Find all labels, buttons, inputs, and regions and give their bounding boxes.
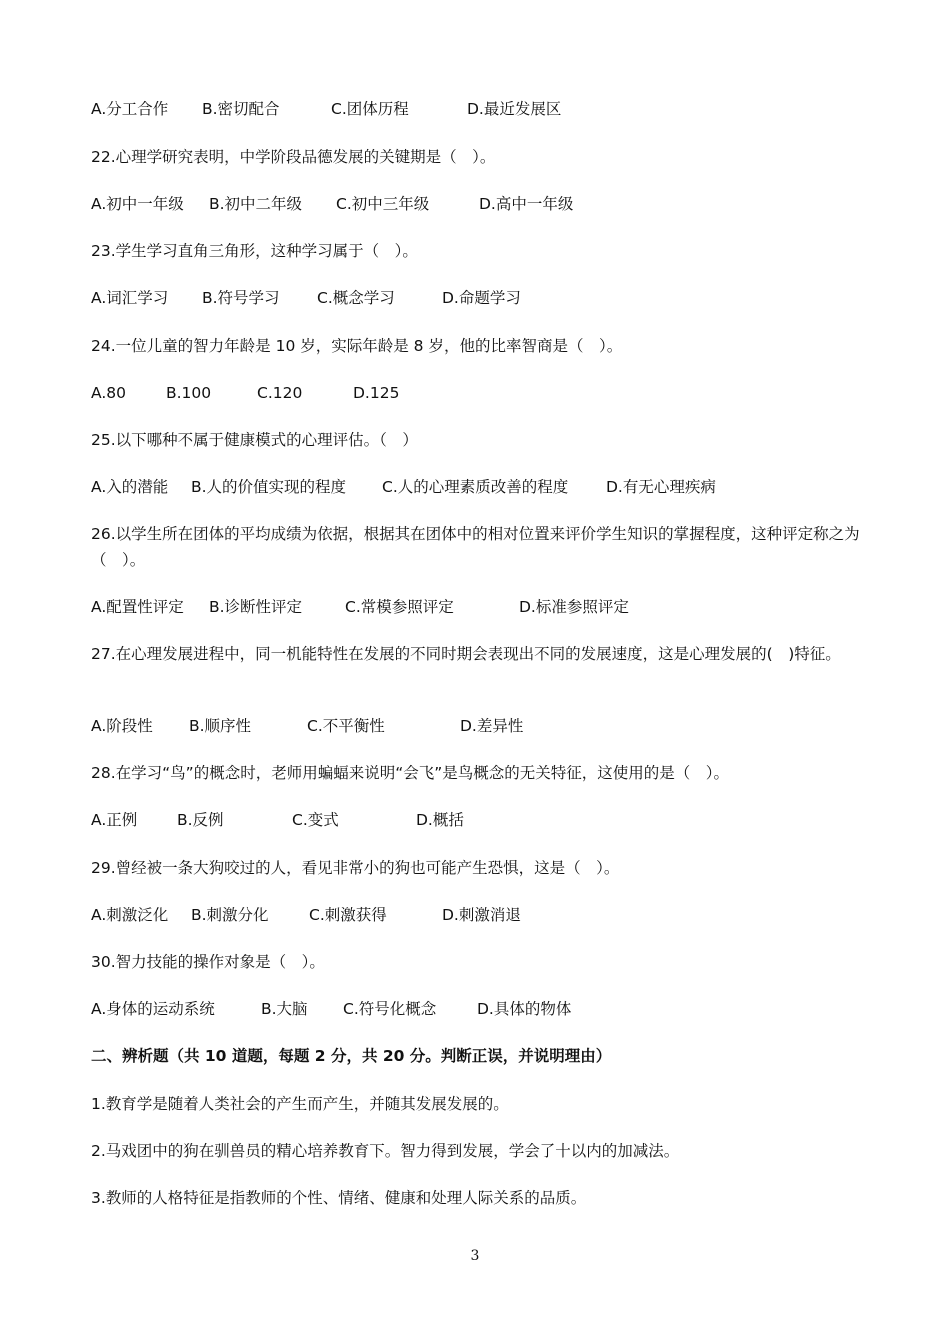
q29-option-d: D.刺激消退: [442, 906, 521, 924]
section2-item-3: 3.教师的人格特征是指教师的个性、情绪、健康和处理人际关系的品质。: [91, 1189, 587, 1207]
q22-option-b: B.初中二年级: [209, 195, 303, 213]
q21-option-d: D.最近发展区: [467, 100, 562, 118]
q23-option-c: C.概念学习: [317, 289, 395, 307]
q25-option-b: B.人的价值实现的程度: [191, 478, 347, 496]
q21-option-c: C.团体历程: [331, 100, 409, 118]
q28-option-a: A.正例: [91, 811, 138, 829]
q22-option-a: A.初中一年级: [91, 195, 184, 213]
q29-option-b: B.刺激分化: [191, 906, 269, 924]
q27-option-b: B.顺序性: [189, 717, 252, 735]
q30-option-b: B.大脑: [261, 1000, 308, 1018]
q25-stem: 25.以下哪种不属于健康模式的心理评估。（ ）: [91, 431, 418, 449]
q24-option-a: A.80: [91, 384, 126, 402]
q26-option-b: B.诊断性评定: [209, 598, 303, 616]
q28-option-d: D.概括: [416, 811, 464, 829]
section2-heading: 二、辨析题（共 10 道题，每题 2 分，共 20 分。判断正误，并说明理由）: [91, 1047, 612, 1065]
q27-option-d: D.差异性: [460, 717, 524, 735]
q28-option-c: C.变式: [292, 811, 339, 829]
q23-option-a: A.词汇学习: [91, 289, 169, 307]
q28-option-b: B.反例: [177, 811, 224, 829]
q26-option-a: A.配置性评定: [91, 598, 184, 616]
q24-option-d: D.125: [353, 384, 400, 402]
q26-stem: 26.以学生所在团体的平均成绩为依据，根据其在团体中的相对位置来评价学生知识的掌握程度，这种评定称之为（ ）。: [91, 525, 860, 569]
q30-option-a: A.身体的运动系统: [91, 1000, 215, 1018]
q27-option-a: A.阶段性: [91, 717, 153, 735]
section2-item-1: 1.教育学是随着人类社会的产生而产生，并随其发展发展的。: [91, 1095, 509, 1113]
q29-stem: 29.曾经被一条大狗咬过的人，看见非常小的狗也可能产生恐惧，这是（ ）。: [91, 859, 620, 877]
q24-option-b: B.100: [166, 384, 212, 402]
q29-option-a: A.刺激泛化: [91, 906, 169, 924]
q24-stem: 24.一位儿童的智力年龄是 10 岁，实际年龄是 8 岁，他的比率智商是（ ）。: [91, 337, 623, 355]
q30-option-c: C.符号化概念: [343, 1000, 437, 1018]
q27-option-c: C.不平衡性: [307, 717, 385, 735]
page-number: 3: [470, 1248, 480, 1264]
q28-stem: 28.在学习“鸟”的概念时，老师用蝙蝠来说明“会飞”是鸟概念的无关特征，这使用的是（ ）。: [91, 764, 730, 782]
q22-option-d: D.高中一年级: [479, 195, 574, 213]
q30-stem: 30.智力技能的操作对象是（ ）。: [91, 953, 325, 971]
q26-option-d: D.标准参照评定: [519, 598, 629, 616]
q23-option-b: B.符号学习: [202, 289, 280, 307]
q26-option-c: C.常模参照评定: [345, 598, 454, 616]
q23-option-d: D.命题学习: [442, 289, 521, 307]
q25-option-a: A.入的潜能: [91, 478, 169, 496]
q25-option-c: C.人的心理素质改善的程度: [382, 478, 569, 496]
q25-option-d: D.有无心理疾病: [606, 478, 716, 496]
section2-item-2: 2.马戏团中的狗在驯兽员的精心培养教育下。智力得到发展，学会了十以内的加减法。: [91, 1142, 680, 1160]
q27-stem: 27.在心理发展进程中，同一机能特性在发展的不同时期会表现出不同的发展速度，这是心理发展的( )特征。: [91, 645, 841, 663]
q22-stem: 22.心理学研究表明，中学阶段品德发展的关键期是（ ）。: [91, 148, 496, 166]
q30-option-d: D.具体的物体: [477, 1000, 572, 1018]
q21-option-b: B.密切配合: [202, 100, 280, 118]
q21-option-a: A.分工合作: [91, 100, 169, 118]
q29-option-c: C.刺激获得: [309, 906, 387, 924]
q22-option-c: C.初中三年级: [336, 195, 430, 213]
q24-option-c: C.120: [257, 384, 303, 402]
q23-stem: 23.学生学习直角三角形，这种学习属于（ ）。: [91, 242, 418, 260]
